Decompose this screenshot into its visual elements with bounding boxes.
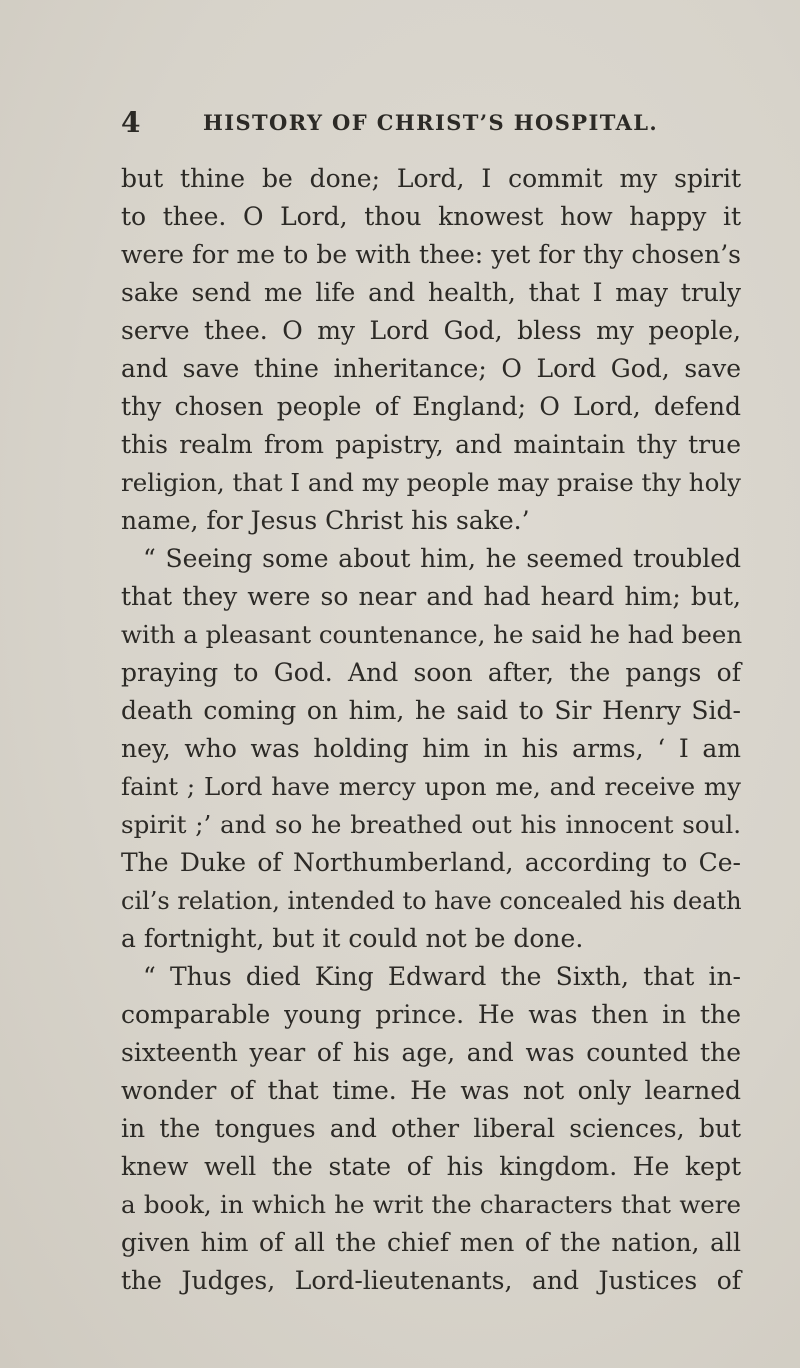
text-line: knew well the state of his kingdom. He kept — [121, 1152, 741, 1181]
text-line: and save thine inheritance; O Lord God, save — [121, 354, 741, 383]
page-header — [0, 106, 800, 146]
text-line: comparable young prince. He was then in the — [121, 1000, 741, 1029]
text-line: thy chosen people of England; O Lord, defend — [121, 392, 741, 421]
text-line: sixteenth year of his age, and was counted the — [121, 1038, 741, 1067]
page-number: 4 — [121, 106, 141, 139]
text-line: a book, in which he writ the characters that were — [121, 1190, 741, 1219]
text-line: spirit ;’ and so he breathed out his innocent soul. — [121, 810, 741, 839]
text-line: religion, that I and my people may praise thy holy — [121, 468, 741, 497]
text-line: death coming on him, he said to Sir Henry Sid- — [121, 696, 741, 725]
text-line: were for me to be with thee: yet for thy chosen’s — [121, 240, 741, 269]
text-line: wonder of that time. He was not only learned — [121, 1076, 741, 1105]
text-line: praying to God. And soon after, the pangs of — [121, 658, 741, 687]
text-line: name, for Jesus Christ his sake.’ — [121, 506, 530, 535]
text-line: this realm from papistry, and maintain thy true — [121, 430, 741, 459]
running-head: HISTORY OF CHRIST’S HOSPITAL. — [203, 110, 659, 135]
text-line: faint ; Lord have mercy upon me, and receive my — [121, 772, 741, 801]
text-line: serve thee. O my Lord God, bless my people, — [121, 316, 741, 345]
text-line: “ Seeing some about him, he seemed troubled — [143, 544, 741, 573]
text-line: sake send me life and health, that I may truly — [121, 278, 741, 307]
text-line: that they were so near and had heard him; but, — [121, 582, 741, 611]
text-line: “ Thus died King Edward the Sixth, that in- — [143, 962, 741, 991]
text-line: the Judges, Lord-lieutenants, and Justices of — [121, 1266, 741, 1295]
text-line: ney, who was holding him in his arms, ‘ I am — [121, 734, 741, 763]
text-line: given him of all the chief men of the nation, all — [121, 1228, 741, 1257]
body-text — [121, 160, 741, 1300]
text-line: with a pleasant countenance, he said he had been — [121, 620, 743, 649]
text-line: The Duke of Northumberland, according to Ce- — [121, 848, 741, 877]
text-line: to thee. O Lord, thou knowest how happy it — [121, 202, 741, 231]
text-line: cil’s relation, intended to have concealed his death — [121, 887, 742, 915]
text-line: in the tongues and other liberal sciences, but — [121, 1114, 741, 1143]
text-line: a fortnight, but it could not be done. — [121, 924, 584, 953]
text-line: but thine be done; Lord, I commit my spirit — [121, 164, 741, 193]
